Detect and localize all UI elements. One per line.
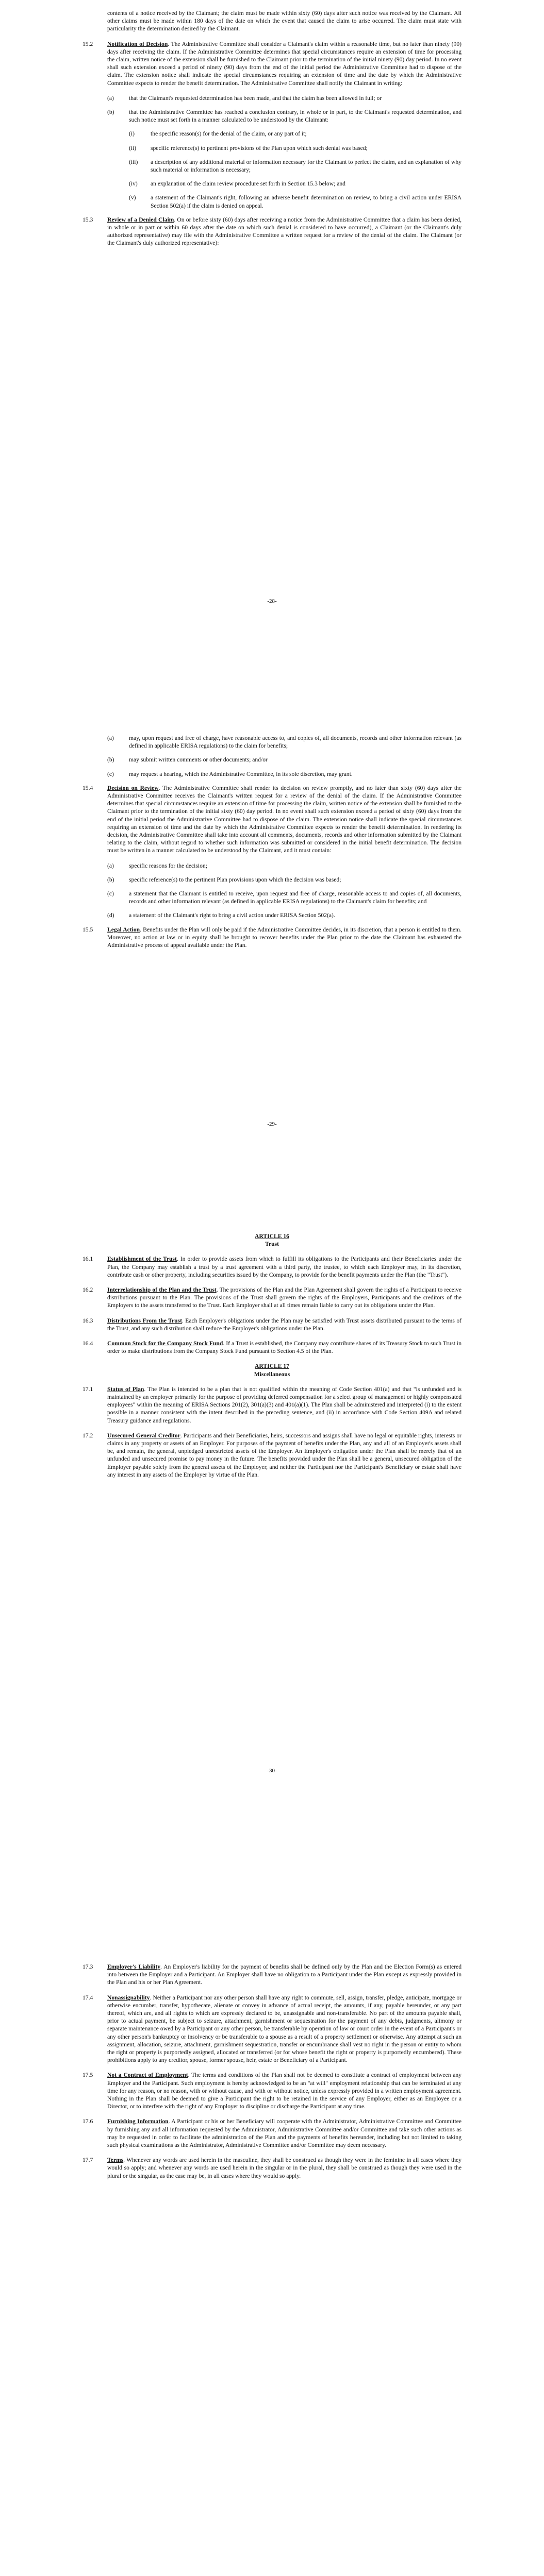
section-17-2 <box>83 1432 461 1479</box>
list-item-text: a statement of the Claimant's right to bring a civil action under ERISA Section 502(a). <box>129 912 335 919</box>
list-item <box>107 770 461 778</box>
sub-list-item-text: a description of any additional material or information necessary for the Claimant to perfect the claim, and an explanation of why such material or information is necessary; <box>151 158 461 174</box>
list-item-text: may submit written comments or other documents; and/or <box>129 756 268 764</box>
section-number: 17.6 <box>83 2118 93 2125</box>
section-text: . The Plan is intended to be a plan that is not qualified within the meaning of Code Section 401(a) and that "is unfunded and is maintained by an employer primarily for the purpose of providing deferred compensation for a select group of management or highly compensated employees" within the meaning of ERISA Sections 201(2), 301(a)(3) and 401(a)(1). The Plan shall be administered and interpreted (i) to the extent possible in a manner consistent with the intent described in the preceding sentence, and (ii) in accordance with Code Section 409A and related Treasury guidance and regulations. <box>107 1385 461 1424</box>
section-15-2 <box>83 40 461 87</box>
section-17-3 <box>83 1963 461 1987</box>
section-16-3 <box>83 1317 461 1332</box>
list-marker: (b) <box>107 109 114 116</box>
section-number: 15.4 <box>83 784 93 791</box>
article-label: ARTICLE 17 <box>255 1363 289 1370</box>
sub-list-marker: (ii) <box>129 144 137 151</box>
section-15-5 <box>83 926 461 950</box>
list-item <box>107 890 461 905</box>
section-heading: Employer's Liability <box>107 1963 161 1970</box>
section-number: 15.2 <box>83 40 93 47</box>
section-text: . A Participant or his or her Beneficiary will cooperate with the Administrator, Administrative Committee and Committee by furnishing any and all information requested by the Administrator, Administrative Committee and/or Committee and take such other actions as may be requested in order to facilitate the administration of the Plan and the payments of benefits hereunder, including but not limited to taking such physical examinations as the Administrator, Administrative Committee and/or Committee may deem necessary. <box>107 2118 461 2149</box>
section-text: . If a Trust is established, the Company may contribute shares of its Treasury Stock to such Trust in order to make distributions from the Company Stock Fund pursuant to Section 4.5 of the Plan. <box>107 1340 461 1355</box>
section-17-7 <box>83 2156 461 2180</box>
document-page-31 <box>0 1816 544 2576</box>
article-16-heading <box>83 1232 461 1248</box>
section-heading: Unsecured General Creditor <box>107 1432 180 1439</box>
section-number: 17.2 <box>83 1432 93 1439</box>
section-heading: Common Stock for the Company Stock Fund <box>107 1340 223 1347</box>
list-item-text: may request a hearing, which the Administrative Committee, in its sole discretion, may grant. <box>129 770 353 777</box>
list-marker: (b) <box>107 876 114 883</box>
section-heading: Not a Contract of Employment <box>107 2072 188 2079</box>
section-number: 17.7 <box>83 2157 93 2164</box>
section-text: . In order to provide assets from which to fulfill its obligations to the Participants and their Beneficiaries under the Plan, the Company may establish a trust by a trust agreement with a third party, the trustee, to which each Employer may, in its discretion, contribute cash or other property, including securities issued by the Company, to provide for the benefit payments under the Plan (the "Trust"). <box>107 1256 461 1278</box>
sub-list-item <box>129 158 461 174</box>
page-number: -29- <box>267 1121 277 1127</box>
sub-list-marker: (iv) <box>129 180 138 188</box>
section-heading: Establishment of the Trust <box>107 1256 177 1263</box>
document-page-28 <box>0 0 544 626</box>
list-marker: (c) <box>107 890 114 897</box>
section-16-4 <box>83 1340 461 1355</box>
list-marker: (b) <box>107 756 114 764</box>
sub-list-item-text: specific reference(s) to pertinent provisions of the Plan upon which such denial was based; <box>151 144 368 151</box>
section-number: 17.4 <box>83 1994 93 2001</box>
section-text: . On or before sixty (60) days after receiving a notice from the Administrative Committee that a claim has been denied, in whole or in part or within 60 days after the date on which such denial is considered to have occurred), a Claimant (or the Claimant's duly authorized representative) may file with the Administrative Committee a written request for a review of the denial of the claim. The Claimant (or the Claimant's duly authorized representative): <box>107 216 461 247</box>
section-heading: Nonassignability <box>107 1994 150 2001</box>
section-text: . Benefits under the Plan will only be paid if the Administrative Committee decides, in its discretion, that a person is entitled to them. Moreover, no action at law or in equity shall be brought to recover benefits under the Plan prior to the date the Claimant has exhausted the Administrative process of appeal available under the Plan. <box>107 926 461 949</box>
article-label: ARTICLE 16 <box>255 1233 289 1240</box>
list-marker: (d) <box>107 912 114 919</box>
section-text: . The Administrative Committee shall consider a Claimant's claim within a reasonable time, but no later than ninety (90) days after receiving the claim. If the Administrative Committee determines that special circumstances require an extension of time for processing the claim, written notice of the extension shall be furnished to the Claimant prior to the termination of the initial ninety (90) day period. In no event shall such extension exceed a period of ninety (90) days from the end of the initial period the Administrative Committee had to dispose of the claim. The extension notice shall indicate the special circumstances requiring an extension of time and the date by which the Administrative Committee expects to render the benefit determination. The Administrative Committee shall notify the Claimant in writing: <box>107 40 462 87</box>
section-text: . The terms and conditions of the Plan shall not be deemed to constitute a contract of employment between any Employer and the Participant. Such employment is hereby acknowledged to be an "at will" employment relationship that can be terminated at any time for any reason, or no reason, with or without cause, and with or without notice, unless expressly provided in a written employment agreement. Nothing in the Plan shall be deemed to give a Participant the right to be retained in the service of any Employer, either as an Employee or a Director, or to interfere with the right of any Employer to discipline or discharge the Participant at any time. <box>107 2072 461 2110</box>
section-number: 17.5 <box>83 2072 93 2079</box>
claim-continuation-text: contents of a notice received by the Claimant; the claim must be made within sixty (60) days after such notice was received by the Claimant. All other claims must be made within 180 days of the date on which the event that caused the claim to arise occurred. The claim must state with particularity the determination desired by the Claimant. <box>107 10 461 32</box>
section-heading: Notification of Decision <box>107 40 168 47</box>
section-number: 16.1 <box>83 1256 93 1263</box>
section-heading: Legal Action <box>107 926 140 933</box>
section-16-1 <box>83 1255 461 1279</box>
section-number: 17.3 <box>83 1963 93 1970</box>
sub-list-item <box>129 194 461 209</box>
list-item-text: specific reasons for the decision; <box>129 862 207 869</box>
sub-list-item-text: a statement of the Claimant's right, following an adverse benefit determination on review, to bring a civil action under ERISA Section 502(a) if the claim is denied on appeal. <box>151 194 461 209</box>
section-17-5 <box>83 2071 461 2110</box>
section-15-3 <box>83 216 461 247</box>
section-15-4 <box>83 784 461 855</box>
section-number: 17.1 <box>83 1385 93 1393</box>
list-marker: (a) <box>107 94 114 101</box>
section-number: 16.4 <box>83 1340 93 1347</box>
section-text: . Participants and their Beneficiaries, heirs, successors and assigns shall have no legal or equitable rights, interests or claims in any property or assets of an Employer. For purposes of the payment of benefits under the Plan, any and all of an Employer's assets shall be, and remain, the general, unpledged unrestricted assets of the Employer. An Employer's obligation under the Plan shall be merely that of an unfunded and unsecured promise to pay money in the future. The benefits provided under the Plan shall be a general, unsecured obligation of the Employer payable solely from the general assets of the Employer, and neither the Participant nor the Participant's Beneficiary or estate shall have any interest in any assets of the Employer by virtue of the Plan. <box>107 1432 462 1478</box>
section-heading: Review of a Denied Claim <box>107 216 174 223</box>
section-17-1 <box>83 1385 461 1425</box>
list-item-text: that the Claimant's requested determination has been made, and that the claim has been allowed in full; or <box>129 94 382 101</box>
page-number: -30- <box>267 1768 277 1774</box>
section-text: . Each Employer's obligations under the Plan may be satisfied with Trust assets distributed pursuant to the terms of the Trust, and any such distribution shall reduce the Employer's obligations under the Plan. <box>107 1317 461 1332</box>
list-item-text: that the Administrative Committee has reached a conclusion contrary, in whole or in part, to the Claimant's requested determination, and such notice must set forth in a manner calculated to be understood by the Claimant: <box>129 109 461 124</box>
section-number: 15.5 <box>83 926 93 933</box>
section-number: 16.3 <box>83 1317 93 1324</box>
section-text: . The provisions of the Plan and the Plan Agreement shall govern the rights of a Participant to receive distributions pursuant to the Plan. The provisions of the Trust shall govern the rights of the Employers, Participants and the creditors of the Employers to the assets transferred to the Trust. Each Employer shall at all times remain liable to carry out its obligations under the Plan. <box>107 1286 461 1309</box>
section-16-2 <box>83 1286 461 1310</box>
section-number: 15.3 <box>83 216 93 223</box>
list-item <box>107 756 461 764</box>
section-heading: Furnishing Information <box>107 2118 169 2125</box>
section-heading: Decision on Review <box>107 784 159 791</box>
document-page-29 <box>0 626 544 1128</box>
section-heading: Terms <box>107 2157 124 2164</box>
sub-list-item-text: the specific reason(s) for the denial of the claim, or any part of it; <box>151 130 307 138</box>
list-item <box>107 108 461 124</box>
article-title: Miscellaneous <box>254 1370 290 1378</box>
section-heading: Distributions From the Trust <box>107 1317 182 1324</box>
sub-list-item-text: an explanation of the claim review procedure set forth in Section 15.3 below; and <box>151 180 345 188</box>
article-17-heading <box>83 1362 461 1378</box>
list-item <box>107 876 461 884</box>
section-17-6 <box>83 2117 461 2149</box>
sub-list-item <box>129 180 461 188</box>
page-number: -28- <box>267 598 277 604</box>
sub-list-item <box>129 130 461 138</box>
section-text: . An Employer's liability for the payment of benefits shall be defined only by the Plan and the Election Form(s) as entered into between the Employer and a Participant. An Employer shall have no obligation to a Participant under the Plan except as expressly provided in the Plan and his or her Plan Agreement. <box>107 1963 461 1986</box>
document-page-30 <box>0 1128 544 1816</box>
sub-list-marker: (v) <box>129 194 136 201</box>
list-item <box>107 862 461 870</box>
section-number: 16.2 <box>83 1286 93 1294</box>
sub-list-marker: (i) <box>129 130 135 138</box>
list-item <box>107 734 461 750</box>
sub-list-item <box>129 144 461 152</box>
list-marker: (a) <box>107 862 114 869</box>
section-heading: Interrelationship of the Plan and the Trust <box>107 1286 217 1294</box>
list-marker: (c) <box>107 770 114 777</box>
section-text: . Whenever any words are used herein in the masculine, they shall be construed as though they were in the feminine in all cases where they would so apply; and whenever any words are used herein in the singular or in the plural, they shall be construed as though they were used in the plural or the singular, as the case may be, in all cases where they would so apply. <box>107 2157 461 2179</box>
section-text: . The Administrative Committee shall render its decision on review promptly, and no later than sixty (60) days after the Administrative Committee receives the Claimant's written request for a review of the denial of the claim. If the Administrative Committee determines that special circumstances require an extension of time for processing the claim, written notice of the extension shall be furnished to the Claimant prior to the termination of the initial sixty (60) day period. In no event shall such extension exceed a period of sixty (60) days from the end of the initial period the Administrative Committee had to dispose of the claim. The extension notice shall indicate the special circumstances requiring an extension of time and the date by which the Administrative Committee expects to render the benefit determination. In rendering its decision, the Administrative Committee shall take into account all comments, documents, records and other information submitted by the Claimant relating to the claim, without regard to whether such information was submitted or considered in the initial benefit determination. The decision must be written in a manner calculated to be understood by the Claimant, and it must contain: <box>107 784 461 854</box>
section-17-4 <box>83 1994 461 2064</box>
list-item <box>107 94 461 102</box>
list-item <box>107 911 461 919</box>
list-item-text: a statement that the Claimant is entitled to receive, upon request and free of charge, reasonable access to and copies of, all documents, records and other information relevant (as defined in applicable ERISA regulations) to the Claimant's claim for benefits; and <box>129 890 461 905</box>
list-item-text: may, upon request and free of charge, have reasonable access to, and copies of, all documents, records and other information relevant (as defined in applicable ERISA regulations) to the claim for benefits; <box>129 735 461 750</box>
sub-list-marker: (iii) <box>129 158 138 165</box>
section-text: . Neither a Participant nor any other person shall have any right to commute, sell, assign, transfer, pledge, anticipate, mortgage or otherwise encumber, transfer, hypothecate, alienate or convey in advance of actual receipt, the amounts, if any, payable hereunder, or any part thereof, which are, and all rights to which are expressly declared to be, unassignable and non-transferable. No part of the amounts payable shall, prior to actual payment, be subject to seizure, attachment, garnishment or sequestration for the payment of any debts, judgments, alimony or separate maintenance owed by a Participant or any other person, be transferable by operation of law or court order in the event of a Participant's or any other person's bankruptcy or insolvency or be transferable to a spouse as a result of a property settlement or otherwise. Any attempt at such an assignment, allocation, seizure, attachment, garnishment sequestration, transfer or encumbrance shall vest no right in the person or entity to whom the right or property is purportedly assigned, allocated or transferred (or for whose benefit the right or property is purportedly encumbered). These prohibitions apply to any creditor, spouse, former spouse, heir, estate or Beneficiary of a Participant. <box>107 1994 461 2064</box>
article-title: Trust <box>265 1241 279 1248</box>
list-marker: (a) <box>107 735 114 741</box>
list-item-text: specific reference(s) to the pertinent Plan provisions upon which the decision was based; <box>129 876 341 883</box>
section-heading: Status of Plan <box>107 1385 144 1393</box>
